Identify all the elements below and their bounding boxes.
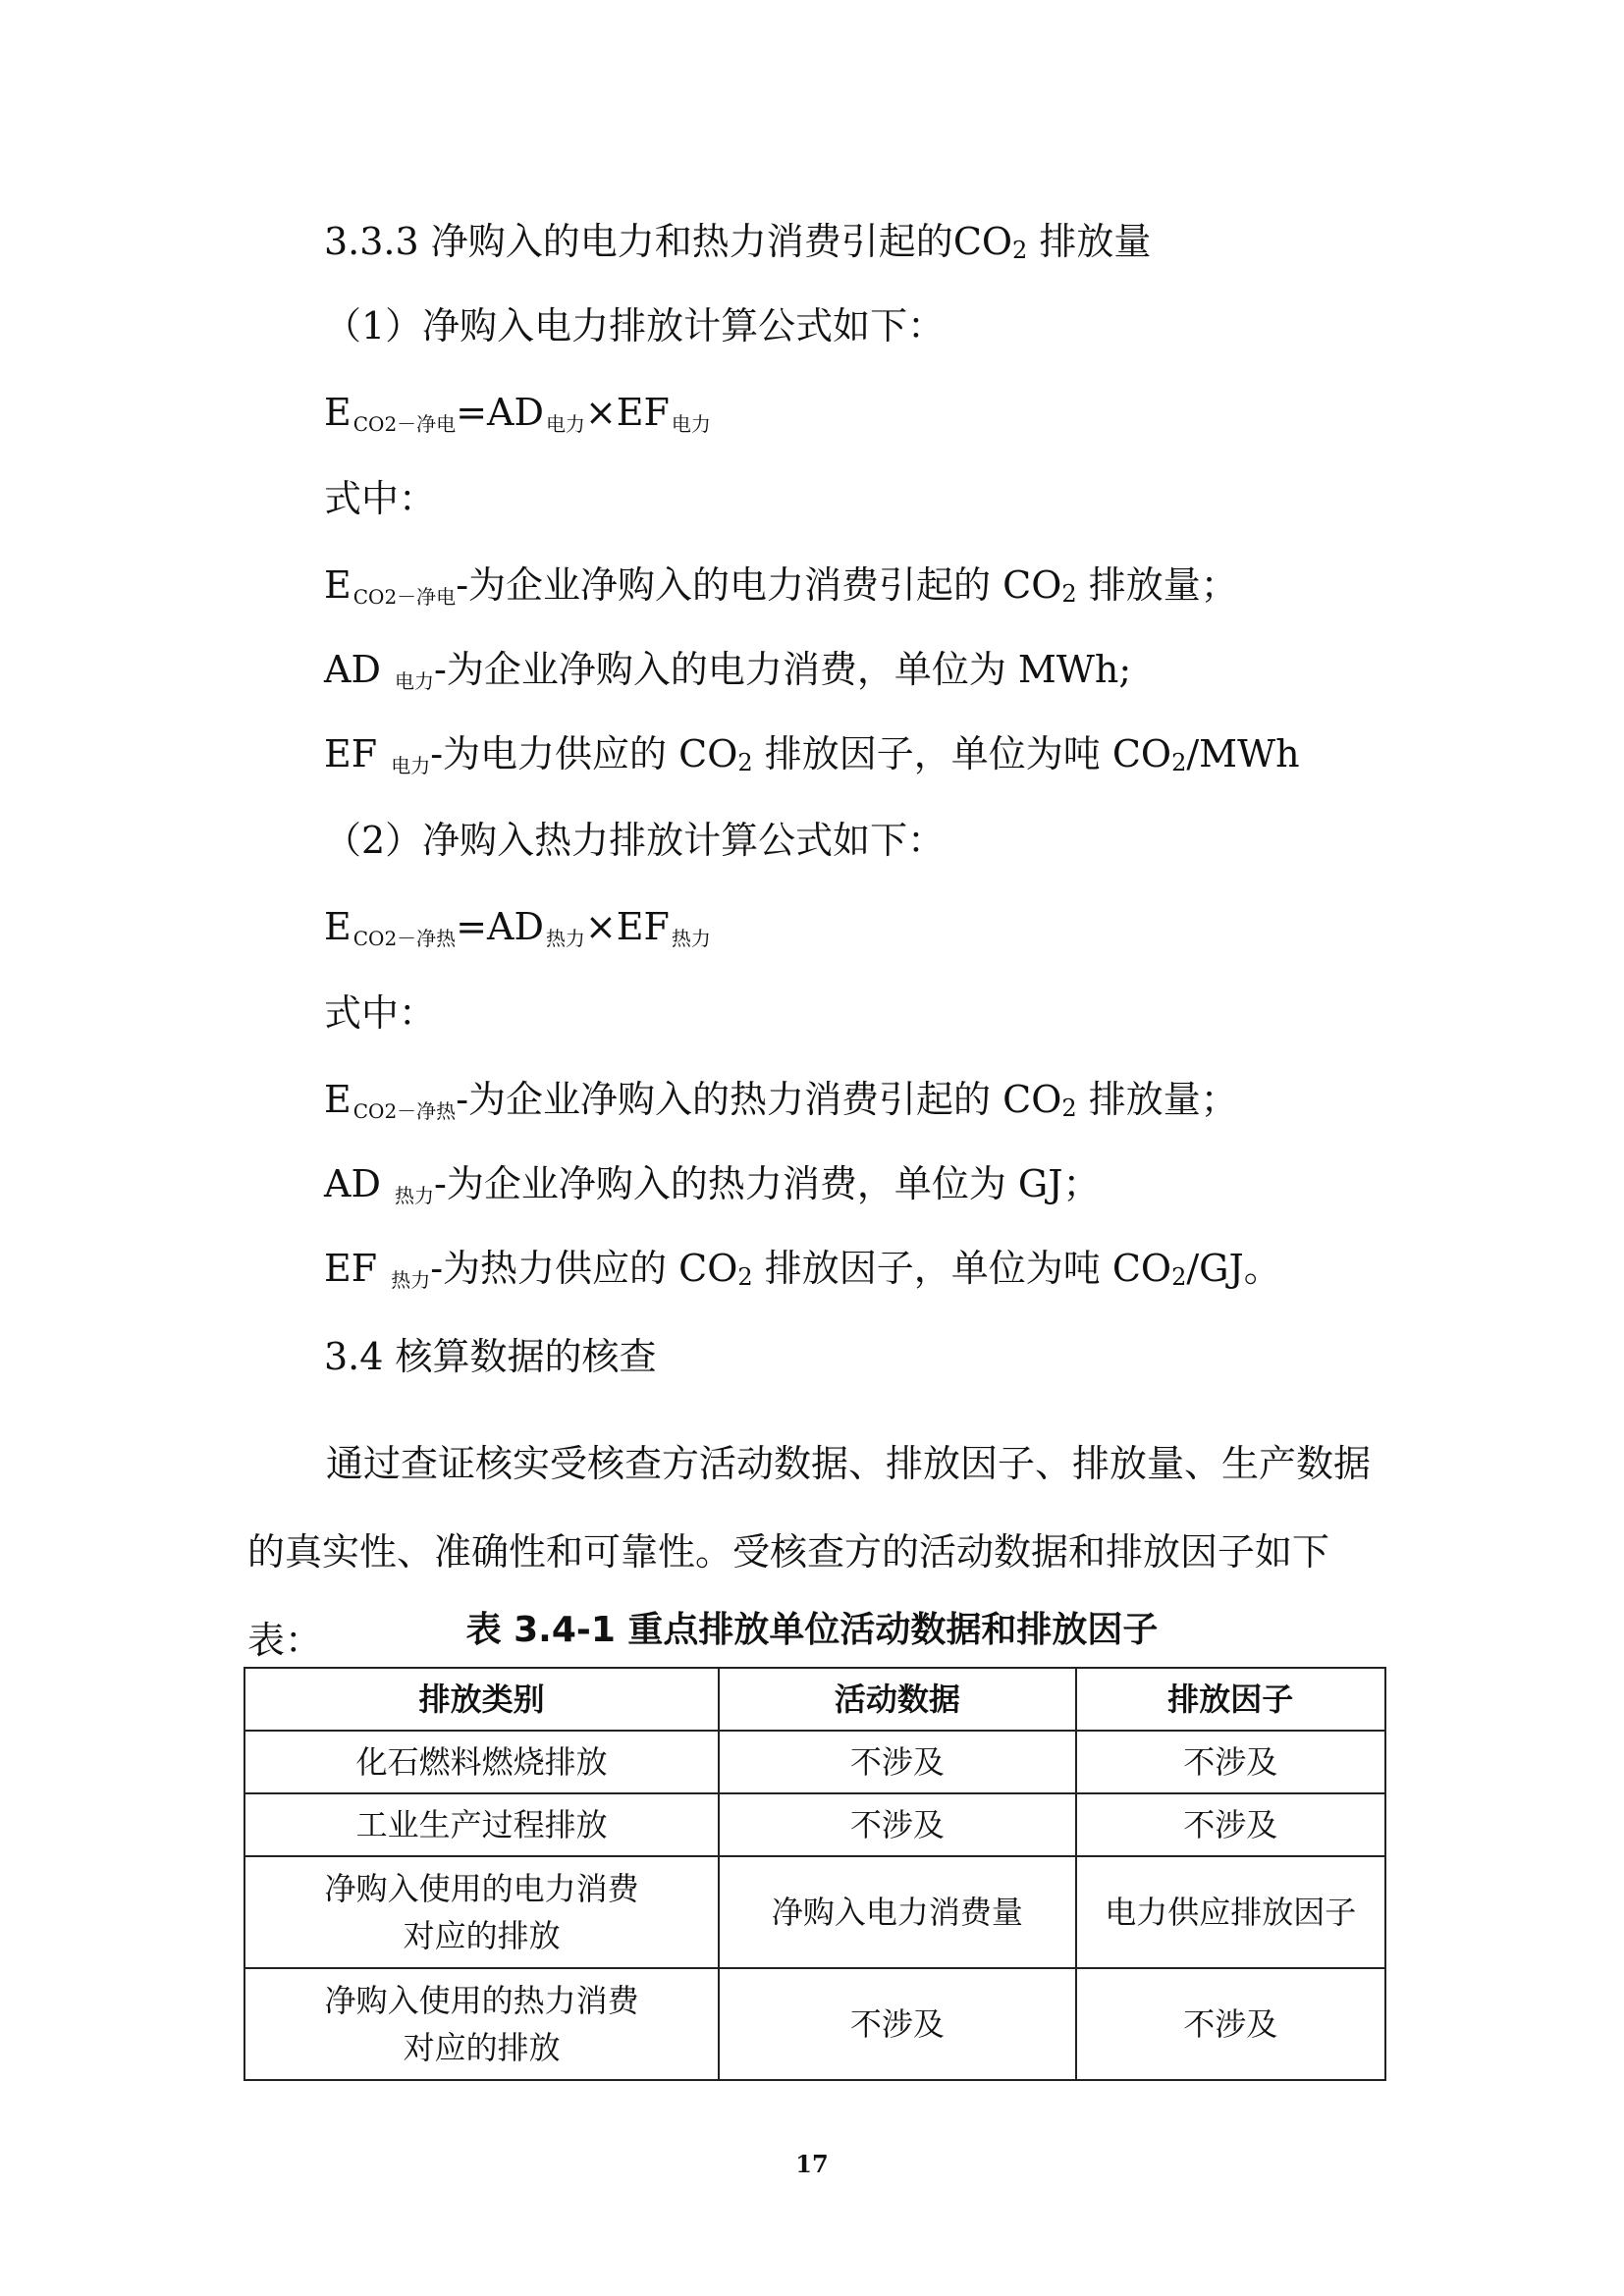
table-row	[244, 1793, 1385, 1856]
table-header-row	[244, 1668, 1385, 1731]
subscript-2: 2	[1171, 749, 1187, 776]
formula-subscript: 电力	[671, 412, 711, 436]
def-subscript: 热力	[391, 1268, 431, 1292]
cell-factor: 不涉及	[1076, 1968, 1385, 2080]
cell-category	[244, 1856, 719, 1968]
body-paragraph: 通过查证核实受核查方活动数据、排放因子、排放量、生产数据的真实性、准确性和可靠性。受核查方的活动数据和排放因子如下表：	[247, 1442, 1372, 1662]
heat-def-e	[324, 1074, 1238, 1137]
def-tail: 排放量；	[1088, 563, 1238, 607]
def-subscript: CO2－净电	[352, 585, 457, 609]
section-heading-3-4	[324, 1331, 657, 1382]
def-text-mid: 排放因子，单位为吨	[764, 1247, 1101, 1290]
table-row	[244, 1731, 1385, 1793]
header-factor: 排放因子	[1076, 1668, 1385, 1731]
formula-times-ef: ×EF	[584, 391, 670, 434]
cell-activity: 不涉及	[719, 1793, 1075, 1856]
emission-data-table	[244, 1667, 1386, 2081]
subscript-2: 2	[737, 1263, 753, 1291]
formula-subscript: 热力	[671, 927, 711, 950]
def-text-mid: 排放因子，单位为吨	[764, 732, 1101, 775]
def-subscript: 电力	[395, 669, 435, 693]
header-category: 排放类别	[244, 1668, 719, 1731]
cell-category: 化石燃料燃烧排放	[244, 1731, 719, 1793]
section-heading-3-3-3	[324, 216, 1151, 276]
electricity-formula	[324, 387, 711, 450]
def-symbol: EF	[324, 732, 378, 775]
category-line2: 对应的排放	[403, 2029, 561, 2066]
formula-subscript: CO2－净电	[352, 412, 457, 436]
def-subscript: 热力	[395, 1184, 435, 1207]
co-text: CO	[952, 220, 1013, 263]
co-text: CO	[678, 1247, 738, 1290]
formula-eq-ad: =AD	[456, 391, 544, 434]
def-text: -为电力供应的	[430, 732, 668, 775]
where-label: 式中：	[324, 477, 437, 520]
formula-eq-ad: =AD	[456, 905, 544, 948]
heat-def-ef	[324, 1243, 1281, 1306]
cell-factor: 不涉及	[1076, 1731, 1385, 1793]
category-line1: 净购入使用的热力消费	[324, 1982, 639, 2019]
def-text: -为企业净购入的热力消费，单位为 GJ；	[434, 1162, 1101, 1205]
cell-activity: 不涉及	[719, 1968, 1075, 2080]
def-symbol: AD	[324, 648, 381, 691]
subscript-2: 2	[1061, 580, 1077, 608]
section-title-part1: 净购入的电力和热力消费引起的	[430, 220, 953, 263]
electricity-def-e	[324, 560, 1238, 622]
table-row	[244, 1968, 1385, 2080]
formula-subscript: 电力	[545, 412, 585, 436]
cell-activity: 不涉及	[719, 1731, 1075, 1793]
table-row	[244, 1856, 1385, 1968]
def-tail: /GJ。	[1186, 1247, 1281, 1290]
co-text: CO	[678, 732, 738, 775]
def-symbol: E	[324, 1078, 352, 1121]
co-text: CO	[1111, 1247, 1172, 1290]
category-line1: 净购入使用的电力消费	[324, 1870, 639, 1907]
def-text: -为企业净购入的热力消费引起的	[456, 1078, 992, 1121]
def-symbol: AD	[324, 1162, 381, 1205]
def-symbol: EF	[324, 1247, 378, 1290]
electricity-def-ad	[324, 644, 1131, 707]
formula-symbol-e: E	[324, 391, 352, 434]
electricity-intro: （1）净购入电力排放计算公式如下：	[324, 304, 946, 347]
section-number: 3.4	[324, 1335, 384, 1378]
def-text: -为企业净购入的电力消费，单位为 MWh;	[434, 648, 1132, 691]
cell-factor: 不涉及	[1076, 1793, 1385, 1856]
formula-subscript: 热力	[545, 927, 585, 950]
category-line2: 对应的排放	[403, 1917, 561, 1954]
cell-category: 工业生产过程排放	[244, 1793, 719, 1856]
heat-intro: （2）净购入热力排放计算公式如下：	[324, 819, 946, 862]
cell-factor: 电力供应排放因子	[1076, 1856, 1385, 1968]
subscript-2: 2	[1061, 1095, 1077, 1122]
def-subscript: CO2－净热	[352, 1099, 457, 1123]
subscript-2: 2	[1012, 237, 1028, 264]
co-text: CO	[1002, 563, 1062, 607]
page-number: 17	[795, 2150, 829, 2178]
header-activity: 活动数据	[719, 1668, 1075, 1731]
def-text: -为企业净购入的电力消费引起的	[456, 563, 992, 607]
def-symbol: E	[324, 563, 352, 607]
electricity-def-ef	[324, 728, 1300, 791]
where-label: 式中：	[324, 991, 437, 1035]
def-subscript: 电力	[391, 754, 431, 777]
section-number: 3.3.3	[324, 220, 419, 263]
cell-activity: 净购入电力消费量	[719, 1856, 1075, 1968]
table-caption: 表 3.4-1 重点排放单位活动数据和排放因子	[465, 1610, 1159, 1650]
co-text: CO	[1111, 732, 1172, 775]
def-text: -为热力供应的	[430, 1247, 668, 1290]
co-text: CO	[1002, 1078, 1062, 1121]
section-title-part2: 排放量	[1039, 220, 1152, 263]
def-tail: 排放量；	[1088, 1078, 1238, 1121]
subscript-2: 2	[1171, 1263, 1187, 1291]
subscript-2: 2	[737, 749, 753, 776]
heat-formula	[324, 901, 711, 964]
section-title: 核算数据的核查	[395, 1335, 657, 1378]
heat-def-ad	[324, 1158, 1101, 1221]
formula-subscript: CO2－净热	[352, 927, 457, 950]
def-tail: /MWh	[1186, 732, 1300, 775]
formula-times-ef: ×EF	[584, 905, 670, 948]
formula-symbol-e: E	[324, 905, 352, 948]
cell-category	[244, 1968, 719, 2080]
